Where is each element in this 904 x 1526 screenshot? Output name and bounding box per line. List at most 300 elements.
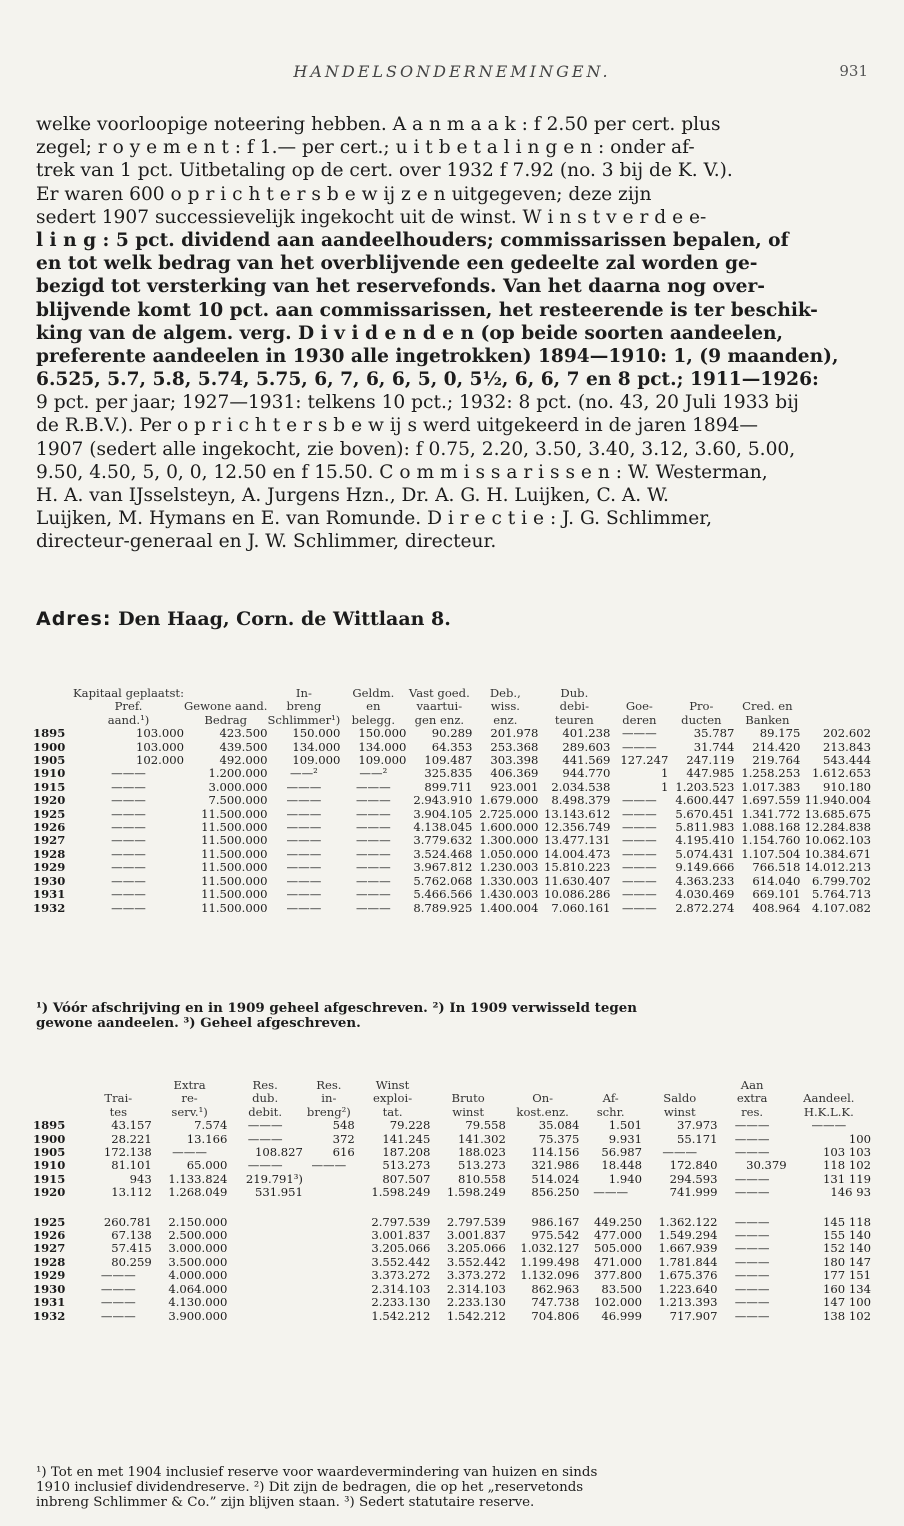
body-line: Er waren 600 o p r i c h t e r s b e w ij z e n uitgegeven; deze zijn [36, 183, 652, 205]
value-cell: ——— [621, 820, 657, 835]
header-cell: kost.enz. [516, 1104, 569, 1119]
value-cell: 3.500.000 [168, 1254, 228, 1269]
value-cell: 1.300.000 [479, 833, 539, 848]
value-cell: 11.500.000 [201, 846, 268, 861]
value-cell: 5.074.431 [675, 846, 735, 861]
year-cell: 1920 [33, 1185, 66, 1200]
value-cell: ——— [111, 806, 146, 821]
header-cell: winst [452, 1104, 484, 1119]
value-cell: 11.500.000 [201, 900, 268, 915]
value-cell: 109.000 [292, 753, 341, 768]
value-cell: 1 [660, 779, 669, 794]
value-cell: 2.034.538 [551, 779, 611, 794]
value-cell: ——— [247, 1131, 283, 1146]
value-cell: 5.764.713 [811, 887, 871, 902]
value-cell: 219.791³) [245, 1171, 303, 1186]
value-cell: 1.330.003 [479, 873, 539, 888]
value-cell: 8.498.379 [551, 793, 611, 808]
value-cell: ——— [734, 1118, 770, 1133]
table-row [33, 1283, 871, 1296]
value-cell: ——— [621, 900, 657, 915]
header-cell [642, 1079, 718, 1092]
value-cell [227, 1229, 303, 1242]
value-cell: 5.762.068 [413, 873, 473, 888]
value-cell: 102.000 [594, 1295, 642, 1310]
value-cell: ——— [355, 779, 391, 794]
value-cell: 4.130.000 [168, 1295, 228, 1310]
table-header-row [33, 714, 871, 727]
table-row [33, 1119, 871, 1132]
table-row [33, 1173, 871, 1186]
year-cell: 1931 [33, 1295, 66, 1310]
table-row [33, 1269, 871, 1282]
value-cell [303, 1269, 355, 1282]
value-cell: 986.167 [531, 1214, 580, 1229]
value-cell: 2.314.103 [371, 1281, 431, 1296]
value-cell [303, 1229, 355, 1242]
header-cell [579, 1079, 642, 1092]
header-cell: gen enz. [414, 712, 465, 727]
value-cell: 213.843 [823, 739, 871, 754]
value-cell: ——— [355, 846, 391, 861]
value-cell: ——— [286, 793, 322, 808]
value-cell: 1.200.000 [208, 766, 268, 781]
value-cell: 1.667.939 [658, 1241, 718, 1256]
value-cell: 147 100 [823, 1295, 871, 1310]
header-cell [33, 714, 73, 727]
body-line: l i n g : 5 pct. dividend aan aandeelhouders; commissarissen bepalen, of [36, 229, 789, 251]
table-row [33, 888, 871, 901]
value-cell: 7.500.000 [208, 793, 268, 808]
header-cell [184, 687, 267, 700]
value-cell: ——— [247, 1158, 283, 1173]
body-line: bezigd tot versterking van het reservefonds. Van het daarna nog over- [36, 276, 766, 298]
year-cell: 1929 [33, 1268, 66, 1283]
header-cell: Dub. [560, 686, 589, 700]
body-line: 9 pct. per jaar; 1927—1931: telkens 10 pct.; 1932: 8 pct. (no. 43, 20 Juli 1933 bij [36, 392, 799, 414]
value-cell: 3.001.837 [371, 1228, 431, 1243]
value-cell: ——— [621, 833, 657, 848]
value-cell: 1.017.383 [741, 779, 801, 794]
year-cell: 1915 [33, 1171, 66, 1186]
value-cell: 11.500.000 [201, 820, 268, 835]
value-cell: 401.238 [562, 726, 611, 741]
value-cell: 447.985 [686, 766, 735, 781]
table-row [33, 1216, 871, 1229]
value-cell: ——— [734, 1145, 770, 1160]
table-row [33, 1159, 871, 1172]
header-cell [668, 687, 734, 700]
table-row [33, 875, 871, 888]
value-cell: 2.500.000 [168, 1228, 228, 1243]
value-cell: 423.500 [219, 726, 268, 741]
header-cell: H.K.L.K. [803, 1104, 854, 1119]
value-cell: 3.205.066 [446, 1241, 506, 1256]
year-cell: 1895 [33, 726, 66, 741]
value-cell [303, 1186, 355, 1199]
header-cell [33, 1092, 85, 1105]
value-cell: 3.552.442 [371, 1254, 431, 1269]
year-cell: 1927 [33, 833, 66, 848]
value-cell: 177 151 [823, 1268, 871, 1283]
table-row [33, 1186, 871, 1199]
year-cell: 1900 [33, 1131, 66, 1146]
value-cell: 109.487 [424, 753, 473, 768]
header-cell: Deb., [489, 686, 521, 700]
value-cell: 83.500 [601, 1281, 642, 1296]
table-row [33, 741, 871, 754]
value-cell: ——— [621, 860, 657, 875]
value-cell: ——— [734, 1185, 770, 1200]
value-cell: 100 [848, 1131, 871, 1146]
header-cell: serv.¹) [171, 1104, 208, 1119]
table-header-row [33, 687, 871, 700]
value-cell: 975.542 [531, 1228, 580, 1243]
value-cell: 89.175 [759, 726, 801, 741]
header-cell: vaartui- [416, 699, 463, 714]
value-cell: 289.603 [562, 739, 611, 754]
value-cell: ——— [734, 1268, 770, 1283]
value-cell: 1.362.122 [658, 1214, 718, 1229]
value-cell [303, 1256, 355, 1269]
year-cell: 1900 [33, 739, 66, 754]
balance-footnotes [36, 1001, 868, 1031]
value-cell [227, 1283, 303, 1296]
value-cell: 127.247 [620, 753, 669, 768]
table-row [33, 861, 871, 874]
value-cell [227, 1242, 303, 1255]
value-cell: 1.600.000 [479, 820, 539, 835]
table-gap [33, 1200, 871, 1216]
running-header [0, 62, 904, 86]
value-cell: 109.000 [358, 753, 407, 768]
value-cell: 2.314.103 [446, 1281, 506, 1296]
table-row [33, 1146, 871, 1159]
value-cell: 4.107.082 [811, 900, 871, 915]
value-cell: 2.797.539 [446, 1214, 506, 1229]
footnote-line: 1910 inclusief dividendreserve. ²) Dit zijn de bedragen, die op het „reservetonds [36, 1480, 584, 1495]
value-cell: ——— [355, 900, 391, 915]
header-cell: tes [109, 1104, 128, 1119]
body-line: 1907 (sedert alle ingekocht, zie boven): f 0.75, 2.20, 3.50, 3.40, 3.12, 3.60, 5.00, [36, 438, 796, 460]
value-cell: 862.963 [531, 1281, 580, 1296]
value-cell: ——— [621, 887, 657, 902]
header-cell [33, 700, 73, 713]
value-cell [227, 1216, 303, 1229]
value-cell: 303.398 [490, 753, 539, 768]
value-cell: 477.000 [594, 1228, 642, 1243]
value-cell: 856.250 [531, 1185, 580, 1200]
value-cell: ——— [355, 860, 391, 875]
value-cell: ——— [100, 1308, 136, 1323]
year-cell: 1905 [33, 753, 66, 768]
header-cell: wiss. [490, 699, 520, 714]
header-cell: Res. [252, 1078, 278, 1092]
value-cell: 294.593 [669, 1171, 718, 1186]
year-cell: 1925 [33, 1214, 66, 1229]
value-cell: 1.542.212 [446, 1308, 506, 1323]
value-cell: ——— [111, 900, 146, 915]
header-cell: exploi- [372, 1091, 413, 1106]
value-cell: ——² [359, 766, 388, 781]
value-cell: 4.030.469 [675, 887, 735, 902]
header-cell: ducten [681, 712, 722, 727]
header-cell: winst [663, 1104, 696, 1119]
value-cell: 35.084 [538, 1118, 580, 1133]
value-cell: ——— [286, 820, 322, 835]
value-cell: 616 [332, 1145, 355, 1160]
value-cell: 188.023 [457, 1145, 506, 1160]
value-cell: 180 147 [823, 1254, 871, 1269]
value-cell: 11.940.004 [804, 793, 871, 808]
value-cell: ——— [621, 846, 657, 861]
value-cell: 172.840 [669, 1158, 718, 1173]
table-row [33, 754, 871, 767]
value-cell: ——— [100, 1281, 136, 1296]
table-row [33, 834, 871, 847]
value-cell: 80.259 [111, 1254, 152, 1269]
value-cell: 35.787 [693, 726, 735, 741]
value-cell: 141.302 [457, 1131, 506, 1146]
value-cell: ——— [286, 873, 322, 888]
value-cell: 172.138 [103, 1145, 152, 1160]
header-cell: tat. [382, 1104, 403, 1119]
body-line: en tot welk bedrag van het overblijvende een gedeelte zal worden ge- [36, 253, 758, 275]
value-cell: ——— [286, 860, 322, 875]
header-cell: Trai- [104, 1091, 133, 1106]
value-cell [227, 1256, 303, 1269]
value-cell: ——— [734, 1254, 770, 1269]
value-cell: 31.744 [693, 739, 735, 754]
value-cell: ——— [662, 1145, 698, 1160]
value-cell: 4.363.233 [675, 873, 735, 888]
value-cell: 1.258.253 [741, 766, 801, 781]
value-cell: 704.806 [531, 1308, 580, 1323]
value-cell: 3.373.272 [446, 1268, 506, 1283]
header-cell [85, 1079, 152, 1092]
value-cell: 15.810.223 [543, 860, 611, 875]
value-cell: 3.552.442 [446, 1254, 506, 1269]
header-cell: teuren [554, 712, 594, 727]
value-cell: 81.101 [111, 1158, 152, 1173]
page-number: 931 [839, 62, 868, 80]
value-cell: ——— [811, 1118, 847, 1133]
value-cell [303, 1216, 355, 1229]
value-cell: 11.500.000 [201, 873, 268, 888]
value-cell: 1.781.844 [658, 1254, 718, 1269]
value-cell: 1.940 [608, 1171, 642, 1186]
value-cell: 1.341.772 [741, 806, 801, 821]
value-cell: 1.501 [608, 1118, 642, 1133]
year-cell: 1929 [33, 860, 66, 875]
value-cell: 741.999 [669, 1185, 718, 1200]
value-cell: ——— [355, 873, 391, 888]
value-cell: 2.233.130 [371, 1295, 431, 1310]
value-cell [227, 1269, 303, 1282]
value-cell: 439.500 [219, 739, 268, 754]
header-cell: breng [286, 699, 322, 714]
value-cell: 1.107.504 [741, 846, 801, 861]
value-cell: 1.400.004 [479, 900, 539, 915]
header-cell: Af- [602, 1091, 619, 1106]
value-cell: 145 118 [823, 1214, 871, 1229]
year-cell: 1915 [33, 779, 66, 794]
value-cell: ——— [734, 1281, 770, 1296]
value-cell: 3.779.632 [413, 833, 473, 848]
value-cell: 103 103 [823, 1145, 871, 1160]
footnote-line: ¹) Vóór afschrijving en in 1909 geheel afgeschreven. ²) In 1909 verwisseld tegen [36, 1000, 637, 1016]
header-cell: debi- [559, 699, 590, 714]
value-cell: 14.004.473 [543, 846, 611, 861]
value-cell: 75.375 [538, 1131, 580, 1146]
value-cell: 118 102 [823, 1158, 871, 1173]
year-cell: 1926 [33, 1228, 66, 1243]
header-cell [33, 687, 73, 700]
value-cell: 67.138 [111, 1228, 152, 1243]
value-cell: 214.420 [752, 739, 801, 754]
footnote-line: ¹) Tot en met 1904 inclusief reserve voor waardevermindering van huizen en sinds [36, 1465, 598, 1480]
header-cell: Bruto [451, 1091, 485, 1106]
value-cell: 377.800 [594, 1268, 642, 1283]
value-cell: ——— [621, 806, 657, 821]
value-cell: 372 [332, 1131, 355, 1146]
value-cell: 807.507 [382, 1171, 431, 1186]
value-cell: 514.024 [531, 1171, 580, 1186]
value-cell: ——— [111, 793, 146, 808]
value-cell: ——— [111, 846, 146, 861]
value-cell: 4.138.045 [413, 820, 473, 835]
value-cell: 14.012.213 [804, 860, 871, 875]
value-cell: 505.000 [594, 1241, 642, 1256]
header-cell: Bedrag [204, 712, 248, 727]
year-cell: 1920 [33, 793, 66, 808]
value-cell: 1.223.640 [658, 1281, 718, 1296]
value-cell: 11.500.000 [201, 806, 268, 821]
value-cell: 150.000 [358, 726, 407, 741]
value-cell: 441.569 [562, 753, 611, 768]
value-cell: ——— [355, 793, 391, 808]
value-cell: 13.477.131 [543, 833, 611, 848]
value-cell: ——— [286, 846, 322, 861]
value-cell: 325.835 [424, 766, 473, 781]
value-cell: 669.101 [752, 887, 801, 902]
body-line: sedert 1907 successievelijk ingekocht uit de winst. W i n s t v e r d e e- [36, 206, 707, 228]
value-cell: ——— [111, 860, 146, 875]
value-cell: ——— [734, 1228, 770, 1243]
table-row [33, 794, 871, 807]
value-cell: ——— [734, 1241, 770, 1256]
footnote-line: inbreng Schlimmer & Co.” zijn blijven staan. ³) Sedert statutaire reserve. [36, 1495, 535, 1510]
header-cell: In- [295, 686, 312, 700]
header-cell: res. [741, 1104, 764, 1119]
value-cell: 4.064.000 [168, 1281, 228, 1296]
value-cell: 102.000 [136, 753, 184, 768]
value-cell: 13.166 [186, 1131, 228, 1146]
value-cell: 3.900.000 [168, 1308, 228, 1323]
value-cell: 90.289 [431, 726, 473, 741]
header-cell: belegg. [351, 712, 396, 727]
body-line: directeur-generaal en J. W. Schlimmer, directeur. [36, 531, 497, 553]
body-text [36, 113, 870, 554]
value-cell: ——— [621, 793, 657, 808]
header-cell: en [366, 699, 381, 714]
table-header-row [33, 700, 871, 713]
value-cell: ——— [734, 1131, 770, 1146]
value-cell: 943 [129, 1171, 152, 1186]
value-cell: 43.157 [111, 1118, 152, 1133]
value-cell: 150.000 [292, 726, 341, 741]
value-cell: 1.199.498 [520, 1254, 580, 1269]
value-cell: 152 140 [823, 1241, 871, 1256]
body-line: preferente aandeelen in 1930 alle ingetrokken) 1894—1910: 1, (9 maanden), [36, 345, 839, 367]
value-cell [303, 1242, 355, 1255]
value-cell: 9.149.666 [675, 860, 735, 875]
body-line: Luijken, M. Hymans en E. van Romunde. D i r e c t i e : J. G. Schlimmer, [36, 508, 713, 530]
body-line: welke voorloopige noteering hebben. A a n m a a k : f 2.50 per cert. plus [36, 114, 721, 135]
header-cell: debit. [248, 1104, 283, 1119]
address-label: Adres: [36, 608, 112, 630]
address-line [36, 608, 451, 630]
value-cell: 8.789.925 [413, 900, 473, 915]
table-header-row [33, 1106, 871, 1119]
year-cell: 1925 [33, 806, 66, 821]
value-cell: 108.827 [254, 1145, 303, 1160]
value-cell: 3.000.000 [208, 779, 268, 794]
header-cell: aand.¹) [107, 712, 150, 727]
address-text: Den Haag, Corn. de Wittlaan 8. [118, 608, 451, 630]
value-cell: 134.000 [292, 739, 341, 754]
value-cell: ——— [172, 1145, 207, 1160]
header-cell: Gewone aand. [184, 699, 268, 714]
gap-cell [33, 1200, 871, 1216]
value-cell: 260.781 [103, 1214, 152, 1229]
value-cell: 548 [332, 1118, 355, 1133]
table-row [33, 808, 871, 821]
value-cell: 30.379 [746, 1158, 787, 1173]
value-cell: 899.711 [424, 779, 473, 794]
value-cell: 134.000 [358, 739, 407, 754]
value-cell: 10.062.103 [804, 833, 871, 848]
value-cell: 513.273 [382, 1158, 431, 1173]
value-cell: 2.725.000 [479, 806, 539, 821]
value-cell: 1.430.003 [479, 887, 539, 902]
value-cell: ——— [111, 873, 146, 888]
header-cell: Kapitaal geplaatst: [73, 686, 184, 700]
value-cell: 146 93 [830, 1185, 871, 1200]
value-cell: 103.000 [136, 739, 184, 754]
value-cell: 1.697.559 [741, 793, 801, 808]
table-row [33, 1256, 871, 1269]
value-cell: 492.000 [219, 753, 268, 768]
body-line: king van de algem. verg. D i v i d e n d e n (op beide soorten aandeelen, [36, 322, 784, 344]
value-cell: 6.799.702 [811, 873, 871, 888]
value-cell: 253.368 [490, 739, 539, 754]
value-cell: ——— [621, 873, 657, 888]
body-line: de R.B.V.). Per o p r i c h t e r s b e w ij s werd uitgekeerd in de jaren 1894— [36, 415, 758, 437]
value-cell: 11.500.000 [201, 860, 268, 875]
value-cell: 65.000 [186, 1158, 228, 1173]
value-cell: 7.574 [194, 1118, 228, 1133]
header-cell: Saldo [663, 1091, 697, 1106]
table-row [33, 767, 871, 780]
header-cell: Goe- [625, 699, 653, 714]
header-cell: re- [181, 1091, 198, 1106]
table-row [33, 781, 871, 794]
header-cell: Pro- [689, 699, 714, 714]
value-cell: 5.670.451 [675, 806, 735, 821]
value-cell: 2.233.130 [446, 1295, 506, 1310]
value-cell [303, 1283, 355, 1296]
